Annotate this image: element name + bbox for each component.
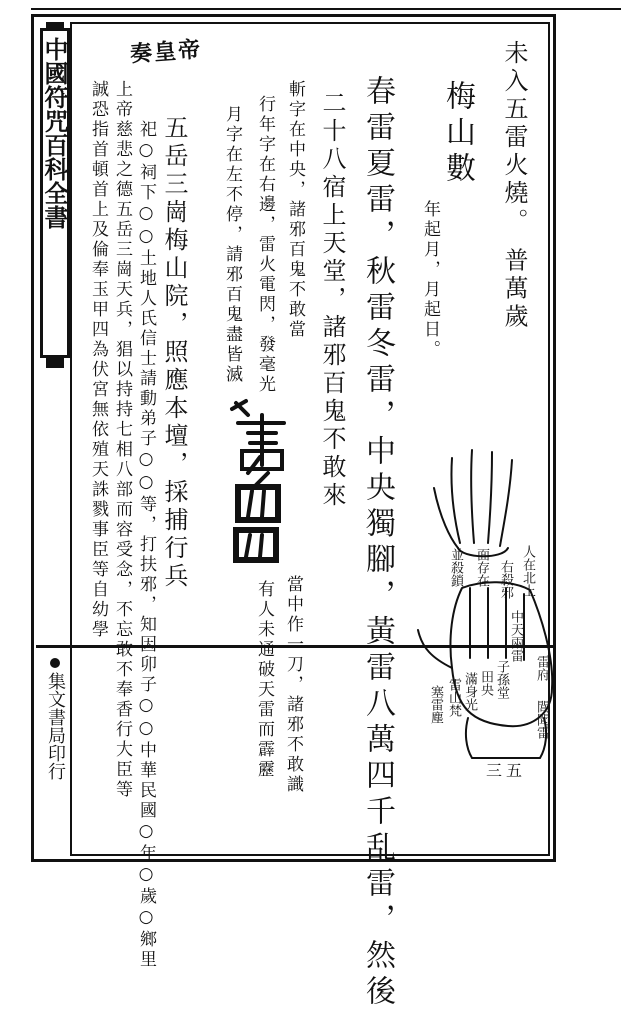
hand-label-far-right-2: 閭聞雷: [534, 700, 549, 739]
title-bracket-bottom: [46, 358, 64, 368]
text-column-12: 誠恐指首頓首上及倫奉玉甲四為伏宮無依殖天誅戮事臣等自幼學: [88, 80, 108, 640]
text-column-9: 五岳三崗梅山院，照應本壇，採捕行兵: [160, 115, 188, 591]
text-column-10: 祀○祠下○○土地人氏信士請動弟子○○等，打扶邪，知因卯子○○中華民國○年○歲○鄉里: [136, 120, 156, 970]
hand-label-left: 並殺鎖: [448, 548, 463, 587]
text-column-title: 梅山數: [440, 80, 475, 188]
seal-heading: 奏皇帝: [129, 36, 203, 68]
hand-base-left: 三: [486, 761, 503, 780]
text-column-6: 斬字在中央，諸邪百鬼不敢當: [285, 80, 305, 340]
hand-label-palm-3: 田央: [478, 670, 493, 696]
hand-label-palm-6: 塞雷塵: [428, 685, 443, 724]
book-title: 中國符咒百科全書: [40, 37, 68, 229]
hand-base-right: 五: [506, 761, 523, 780]
text-column-7: 行年字在右邊，雷火電閃，發毫光: [255, 95, 275, 395]
hand-label-palm-4: 滿身光: [462, 672, 477, 711]
text-column-8: 月字在左不停，請邪百鬼盡皆滅: [222, 105, 242, 385]
text-column-3: 年起月，月起日。: [420, 200, 440, 360]
hand-label-right: 右殺邪: [498, 560, 513, 599]
text-column-5: 二十八宿上天堂，諸邪百鬼不敢來: [318, 90, 346, 510]
publisher-block: [38, 658, 72, 848]
text-column-1: 未入五雷火燒。 普萬歲: [500, 40, 528, 332]
hand-label-palm-2: 子孫堂: [494, 660, 509, 699]
hand-label-top-right: 人在北上: [520, 545, 535, 597]
publisher-dot: [50, 658, 60, 668]
text-column-11: 上帝慈悲之德五岳三崗天兵，猖以持持七相八部而容受念，不忘敢不奉香行大臣等: [112, 80, 132, 800]
book-title-box: [40, 28, 70, 358]
talisman-note-2: 有人未通破天雷而霹靂: [254, 580, 274, 780]
top-rule: [31, 8, 621, 10]
hand-label-palm-5: 雷山梵: [446, 678, 461, 717]
publisher-name: 集文書局印行: [45, 672, 66, 780]
hand-label-far-right-1: 雷府: [534, 655, 549, 681]
talisman-glyph: [218, 395, 298, 565]
hand-label-palm-1: 中天兩雷: [508, 610, 523, 662]
text-column-4: 春雷夏雷，秋雷冬雷，中央獨腳，黃雷八萬四千乱雷，然後: [360, 75, 395, 1011]
hand-label-left-2: 面存在: [474, 548, 489, 587]
talisman-note: 當中作一刀，諸邪不敢識: [283, 575, 303, 795]
